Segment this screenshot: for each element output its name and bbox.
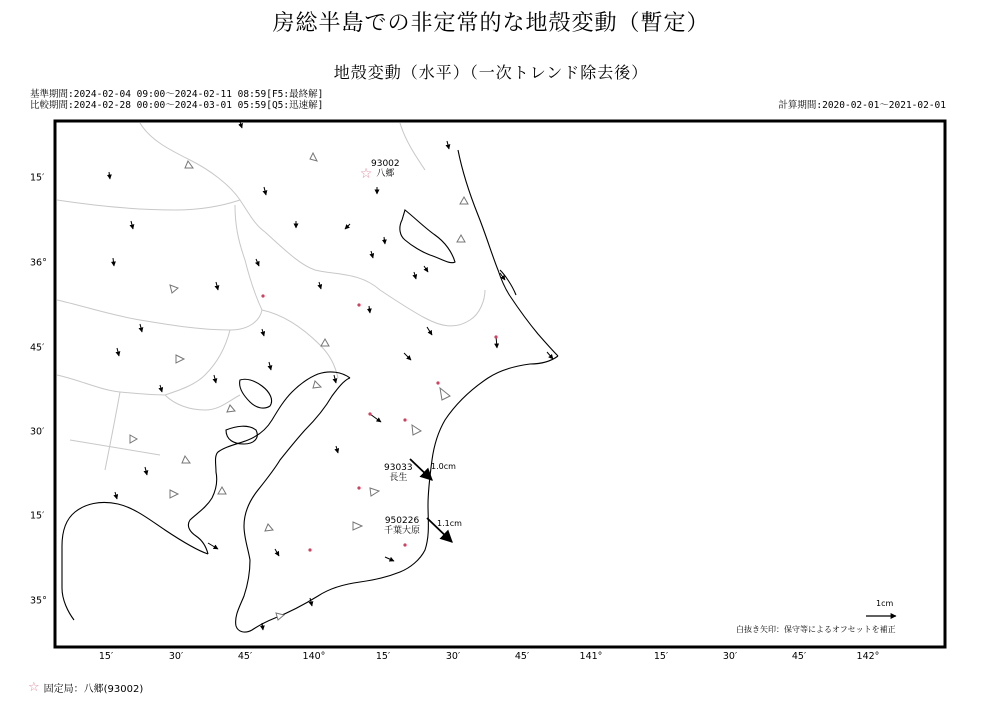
- x-tick: 45′: [237, 651, 253, 662]
- fixed-station-star: ☆: [359, 166, 373, 182]
- map-subtitle: 地殻変動（水平）（一次トレンド除去後）: [333, 63, 649, 82]
- station-950226-label: [384, 516, 420, 536]
- x-tick: 15′: [653, 651, 669, 662]
- x-tick: 141°: [579, 651, 603, 662]
- map-title: 房総半島での非定常的な地殻変動（暫定）: [272, 11, 710, 36]
- x-tick: 30′: [722, 651, 738, 662]
- y-tick: 45′: [30, 342, 45, 354]
- y-tick: 36°: [30, 257, 47, 269]
- vector-93033-value: 1.0cm: [431, 462, 456, 471]
- station-950226-name: 千葉大原: [384, 526, 421, 536]
- x-tick: 15′: [375, 651, 391, 662]
- x-tick: 142°: [856, 651, 880, 662]
- compare-period: 比較期間:2024-02-28 00:00～2024-03-01 05:59[Q5:迅速解]: [30, 100, 324, 111]
- fixed-station-name: 八郷: [376, 169, 395, 179]
- x-tick: 15′: [98, 651, 114, 662]
- star-icon: ☆: [28, 679, 40, 695]
- station-93033-id: 93033: [384, 463, 413, 473]
- offset-note: 白抜き矢印：保守等によるオフセットを補正: [736, 625, 896, 634]
- x-tick: 45′: [514, 651, 530, 662]
- station-93033-name: 長生: [389, 473, 408, 483]
- station-950226-id: 950226: [384, 516, 420, 526]
- x-tick: 45′: [791, 651, 807, 662]
- legend-text: 固定局：八郷(93002): [43, 684, 144, 695]
- scale-label: 1cm: [876, 599, 894, 608]
- y-tick: 15′: [30, 510, 45, 522]
- map-frame: [55, 121, 945, 647]
- x-tick: 30′: [168, 651, 184, 662]
- y-tick: 35°: [30, 595, 47, 607]
- y-tick: 15′: [30, 172, 45, 184]
- x-tick: 30′: [445, 651, 461, 662]
- vector-950226-value: 1.1cm: [437, 519, 462, 528]
- y-tick: 30′: [30, 426, 45, 438]
- x-tick: 140°: [302, 651, 326, 662]
- fixed-station-label: [371, 159, 400, 179]
- legend: [28, 680, 143, 695]
- base-period: 基準期間:2024-02-04 09:00～2024-02-11 08:59[F5:最終解]: [30, 89, 324, 100]
- calc-period: 計算期間:2020-02-01～2021-02-01: [778, 100, 946, 111]
- fixed-station-id: 93002: [371, 159, 400, 169]
- station-93033-label: [384, 463, 413, 483]
